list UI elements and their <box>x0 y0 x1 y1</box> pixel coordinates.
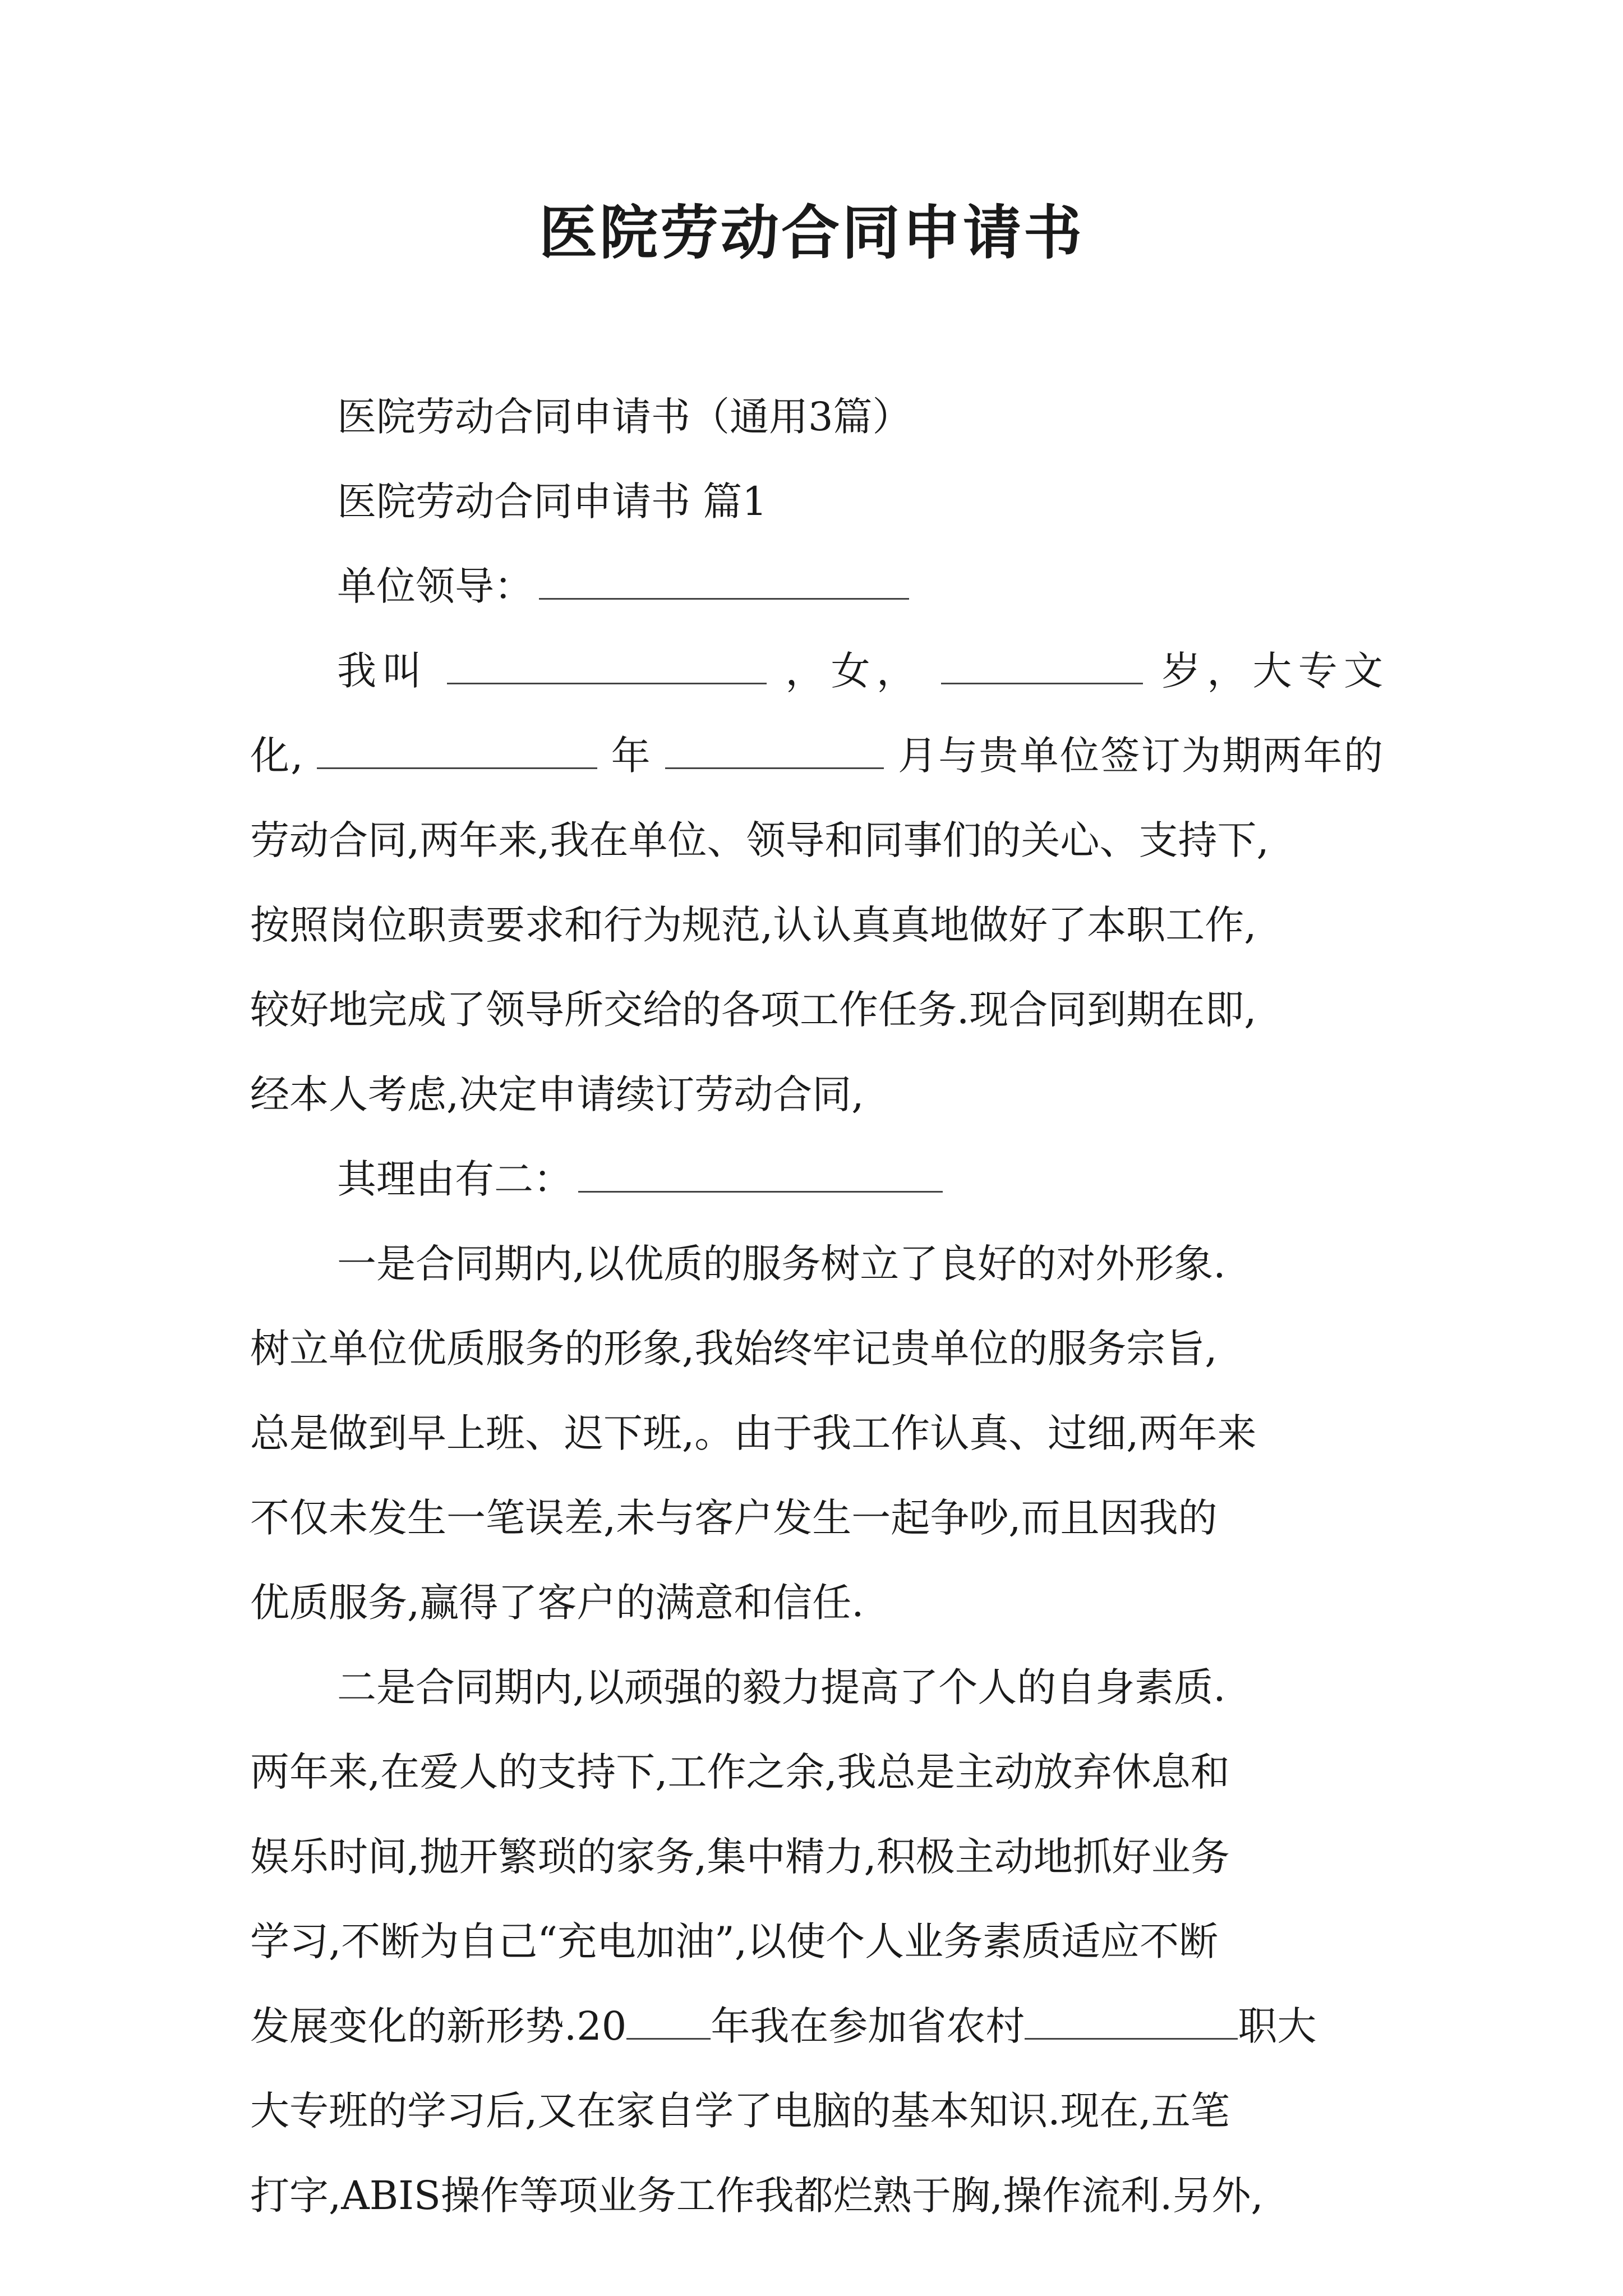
intro-line-1 <box>250 629 1383 714</box>
reason1-line-3: 总是做到早上班、迟下班,。由于我工作认真、过细,两年来 <box>250 1410 1257 1456</box>
reason2-line-5 <box>250 1984 1383 2069</box>
name-blank <box>447 643 767 684</box>
intro-text: 我叫 <box>337 648 428 694</box>
year-blank-2 <box>626 1999 711 2040</box>
reason1-line-4: 不仅未发生一笔误差,未与客户发生一起争吵,而且因我的 <box>250 1495 1218 1541</box>
document-title: 医院劳动合同申请书 <box>538 198 1084 267</box>
reason2-text: 年我在参加省农村 <box>711 2003 1025 2049</box>
year-blank <box>317 728 597 769</box>
intro-line-4: 按照岗位职责要求和行为规范,认认真真地做好了本职工作, <box>250 902 1257 948</box>
reason2-text: 发展变化的新形势.20 <box>250 2003 627 2049</box>
intro-text: 岁，大专文 <box>1161 648 1383 694</box>
reason1-line-1: 一是合同期内,以优质的服务树立了良好的对外形象. <box>337 1241 1226 1287</box>
reason2-text: 职大 <box>1238 2003 1317 2049</box>
reasons-line <box>250 1137 1383 1222</box>
reasons-blank <box>578 1152 943 1193</box>
subtitle: 医院劳动合同申请书（通用3篇） <box>337 394 912 440</box>
intro-text: 年 <box>611 733 652 779</box>
section-heading: 医院劳动合同申请书 篇1 <box>337 478 767 524</box>
document-body <box>250 375 1383 2238</box>
intro-text: ，女， <box>785 648 923 694</box>
salutation: 单位领导： <box>337 563 533 609</box>
intro-line-6: 经本人考虑,决定申请续订劳动合同, <box>250 1071 864 1117</box>
intro-text: 月与贵单位签订为期两年的 <box>897 733 1383 779</box>
reason2-line-4: 学习,不断为自己“充电加油”,以使个人业务素质适应不断 <box>250 1918 1219 1964</box>
school-blank <box>1025 1999 1238 2040</box>
intro-text: 化, <box>250 733 303 779</box>
reason1-line-5: 优质服务,赢得了客户的满意和信任. <box>250 1580 864 1626</box>
reason2-line-3: 娱乐时间,抛开繁琐的家务,集中精力,积极主动地抓好业务 <box>250 1834 1230 1880</box>
intro-line-5: 较好地完成了领导所交给的各项工作任务.现合同到期在即, <box>250 987 1257 1033</box>
intro-line-3: 劳动合同,两年来,我在单位、领导和同事们的关心、支持下, <box>250 817 1269 863</box>
age-blank <box>941 643 1143 684</box>
leader-blank <box>539 559 909 600</box>
reason2-line-7: 打字,ABIS操作等项业务工作我都烂熟于胸,操作流利.另外, <box>250 2173 1264 2219</box>
month-blank <box>665 728 884 769</box>
salutation-line <box>250 544 1383 629</box>
reason2-line-1: 二是合同期内,以顽强的毅力提高了个人的自身素质. <box>337 1664 1226 1710</box>
reason2-line-6: 大专班的学习后,又在家自学了电脑的基本知识.现在,五笔 <box>250 2088 1230 2134</box>
intro-line-2 <box>250 714 1383 798</box>
reason1-line-2: 树立单位优质服务的形象,我始终牢记贵单位的服务宗旨, <box>250 1326 1218 1372</box>
reason2-line-2: 两年来,在爱人的支持下,工作之余,我总是主动放弃休息和 <box>250 1749 1230 1795</box>
reasons-label: 其理由有二： <box>337 1156 573 1202</box>
